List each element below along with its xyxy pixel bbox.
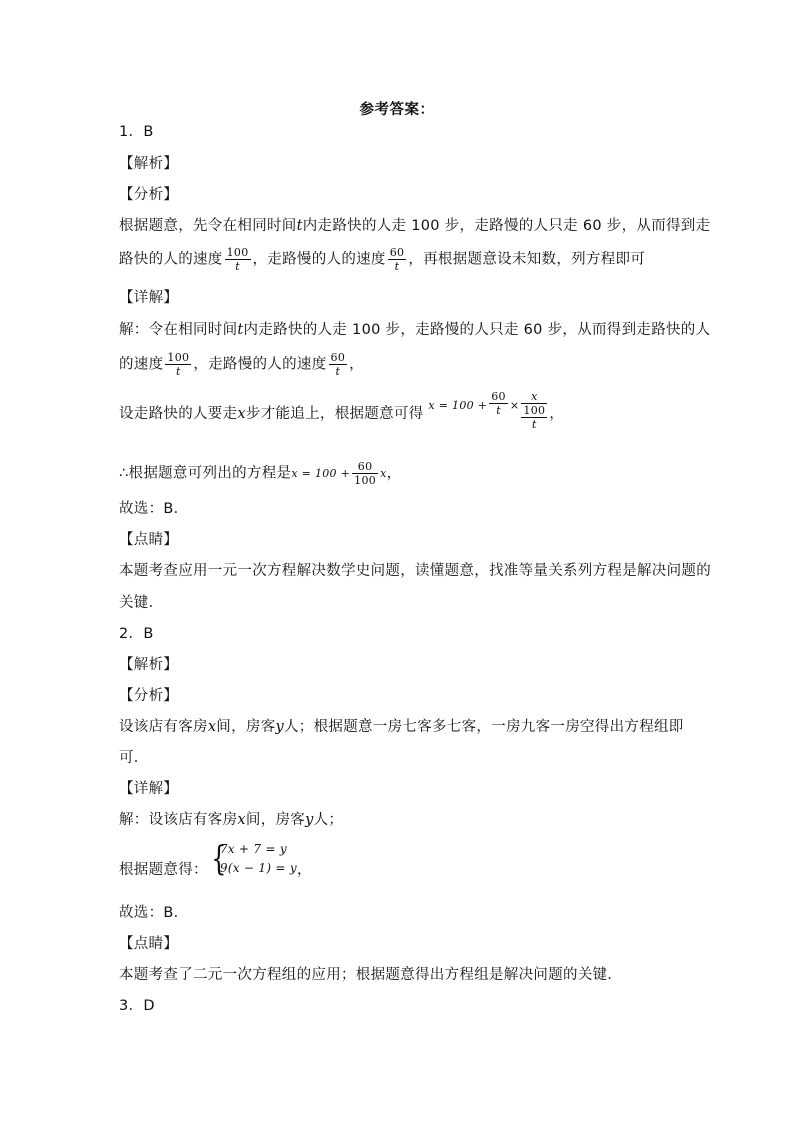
left-brace-icon: { <box>211 839 227 879</box>
fraction-60-over-t: $\frac{60}{t}$ <box>389 246 405 273</box>
q2-xiangjie-heading: 【详解】 <box>119 781 179 797</box>
fraction-100-over-t: $\frac{100}{t}$ <box>226 246 249 273</box>
q1-fenxi-line1: 根据题意，先令在相同时间t内走路快的人走 100 步，走路慢的人只走 60 步，从而得到走 <box>119 218 711 234</box>
q2-fenxi-line1: 设该店有客房x间，房客y人；根据题意一房七客多七客，一房九客一房空得出方程组即 <box>119 719 684 735</box>
q1-xiangjie-heading: 【详解】 <box>119 290 179 306</box>
q1-xiangjie-line3: 设走路快的人要走x步才能追上，根据题意可得 x = 100 + $\frac{60}{t}$ × $\frac{x}{\frac{100}{t}}$ ， <box>119 390 565 431</box>
q2-fenxi-line2: 可． <box>119 750 149 766</box>
equation-system <box>208 840 297 878</box>
q2-fenxi-heading: 【分析】 <box>119 688 179 704</box>
q1-dianjing-line2: 关键． <box>119 595 164 611</box>
var-t: t <box>296 218 303 234</box>
system-equation-2: 9(x − 1) = y <box>219 861 297 875</box>
system-equation-1: 7x + 7 = y <box>219 842 287 856</box>
q1-fenxi-line2: 路快的人的速度 $\frac{100}{t}$ ，走路慢的人的速度 $\frac{60}{t}$ ，再根据题意设未知数，列方程即可 <box>119 246 646 273</box>
q1-dianjing-line1: 本题考查应用一元一次方程解决数学史问题，读懂题意，找准等量关系列方程是解决问题的 <box>119 563 711 579</box>
fraction-60-over-t: $\frac{60}{t}$ <box>491 390 506 417</box>
q2-choice: 故选：B． <box>119 905 189 921</box>
nested-fraction-x-over-100-over-t: $\frac{x}{\frac{100}{t}}$ <box>523 390 546 431</box>
q1-jiexi-heading: 【解析】 <box>119 156 179 172</box>
q2-xiangjie-line1: 解：设该店有客房x间，房客y人； <box>119 812 344 828</box>
q1-xiangjie-line4: ∴根据题意可列出的方程是x = 100 + $\frac{60}{100}$ x， <box>119 460 402 487</box>
equation-1-lhs: x = 100 + <box>428 399 488 412</box>
q1-xiangjie-line2: 的速度 $\frac{100}{t}$ ，走路慢的人的速度 $\frac{60}{t}$ ， <box>119 351 364 378</box>
fraction-60-over-100: $\frac{60}{100}$ <box>354 460 377 487</box>
q1-dianjing-heading: 【点睛】 <box>119 532 179 548</box>
equation-2-lhs: x = 100 + <box>291 466 351 480</box>
q2-number: 2．B <box>119 626 154 642</box>
q1-number: 1．B <box>119 124 154 140</box>
fraction-100-over-t: $\frac{100}{t}$ <box>167 351 190 378</box>
q1-choice: 故选：B． <box>119 501 189 517</box>
q2-xiangjie-line2: 根据题意得： { 7x + 7 = y 9(x − 1) = y ， <box>119 860 312 880</box>
q3-number: 3．D <box>119 998 155 1014</box>
page-title: 参考答案： <box>359 102 435 118</box>
q2-dianjing-heading: 【点睛】 <box>119 936 179 952</box>
q2-dianjing-line1: 本题考查了二元一次方程组的应用；根据题意得出方程组是解决问题的关键． <box>119 967 623 983</box>
fraction-60-over-t: $\frac{60}{t}$ <box>330 351 346 378</box>
times-sign: × <box>509 399 520 412</box>
q2-jiexi-heading: 【解析】 <box>119 657 179 673</box>
q1-xiangjie-line1: 解：令在相同时间t内走路快的人走 100 步，走路慢的人只走 60 步，从而得到走路快的人 <box>119 322 711 338</box>
q1-fenxi-heading: 【分析】 <box>119 187 179 203</box>
